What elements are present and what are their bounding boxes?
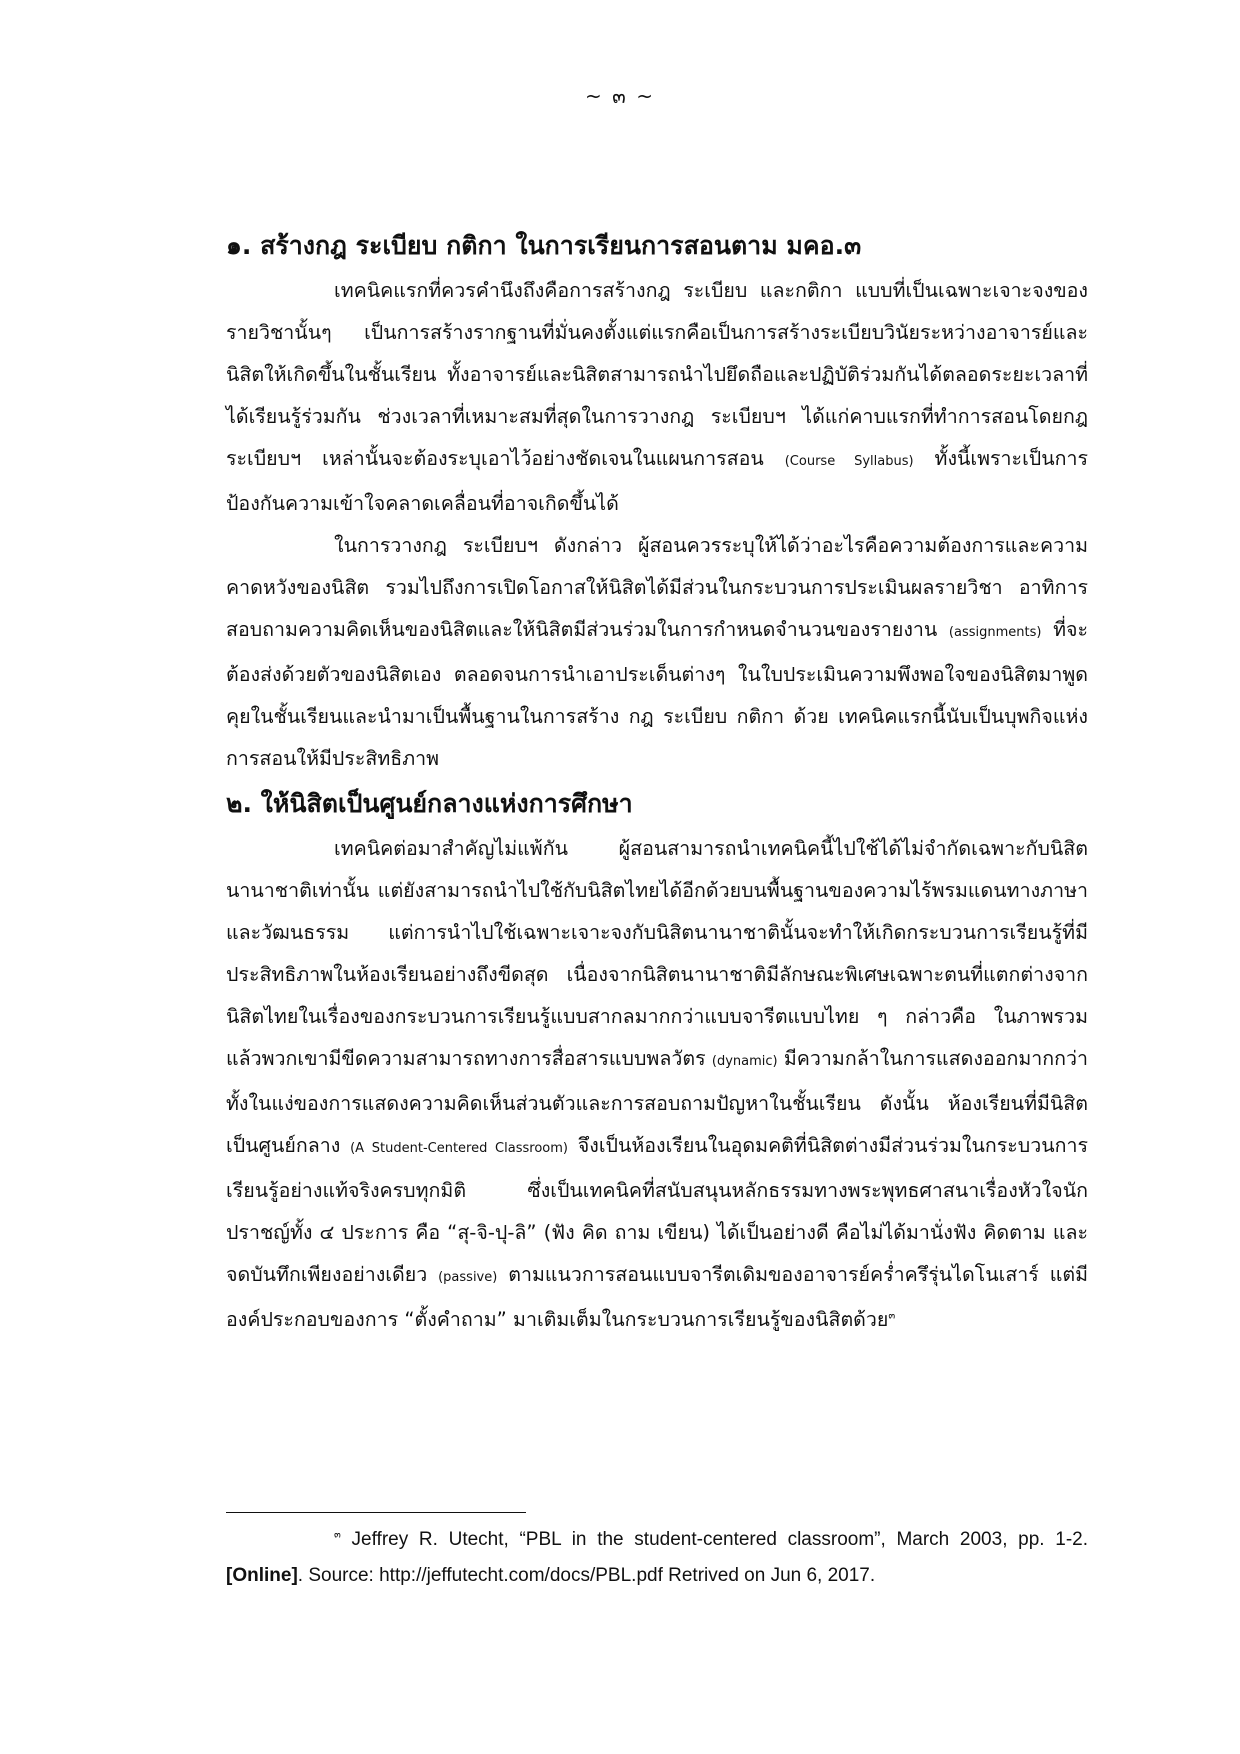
- section-2-paragraph: [226, 828, 1088, 1341]
- section-2-heading: ๒. ให้นิสิตเป็นศูนย์กลางแห่งการศึกษา: [226, 789, 633, 818]
- footnote-online-label: [Online]: [226, 1565, 298, 1586]
- english-term: (A Student-Centered Classroom): [350, 1141, 568, 1156]
- paragraph-text: เทคนิคแรกที่ควรคำนึงถึงคือการสร้างกฎ ระเบียบ และกติกา แบบที่เป็นเฉพาะเจาะจงของรายวิชานั้นๆ เป็นการสร้างรากฐานที่มั่นคงตั้งแต่แรกคือเป็นการสร้างระเบียบวินัยระหว่างอาจารย์และนิสิตให้เกิดขึ้นในชั้นเรียน ทั้งอาจารย์และนิสิตสามารถนำไปยึดถือและปฏิบัติร่วมกันได้ตลอดระยะเวลาที่ได้เรียนรู้ร่วมกัน ช่วงเวลาที่เหมาะสมที่สุดในการวางกฎ ระเบียบฯ ได้แก่คาบแรกที่ทำการสอนโดยกฎ ระเบียบฯ เหล่านั้นจะต้องระบุเอาไว้อย่างชัดเจนในแผนการสอน: [226, 279, 1088, 470]
- footnote-reference[interactable]: ๓: [888, 1310, 896, 1322]
- section-1-paragraph-2: [226, 525, 1088, 780]
- paragraph-text: ในการวางกฎ ระเบียบฯ ดังกล่าว ผู้สอนควรระบุให้ได้ว่าอะไรคือความต้องการและความคาดหวังของนิสิต รวมไปถึงการเปิดโอกาสให้นิสิตได้มีส่วนในกระบวนการประเมินผลรายวิชา อาทิการสอบถามความคิดเห็นของนิสิตและให้นิสิตมีส่วนร่วมในการกำหนดจำนวนของรายงาน: [226, 534, 1088, 641]
- paragraph-text: เทคนิคต่อมาสำคัญไม่แพ้กัน ผู้สอนสามารถนำเทคนิคนี้ไปใช้ได้ไม่จำกัดเฉพาะกับนิสิตนานาชาติเท่านั้น แต่ยังสามารถนำไปใช้กับนิสิตไทยได้อีกด้วยบนพื้นฐานของความไร้พรมแดนทางภาษาและวัฒนธรรม แต่การนำไปใช้เฉพาะเจาะจงกับนิสิตนานาชาตินั้นจะทำให้เกิดกระบวนการเรียนรู้ที่มีประสิทธิภาพในห้องเรียนอย่างถึงขีดสุด เนื่องจากนิสิตนานาชาติมีลักษณะพิเศษเฉพาะตนที่แตกต่างจากนิสิตไทยในเรื่องของกระบวนการเรียนรู้แบบสากลมากกว่าแบบจารีตแบบไทย ๆ กล่าวคือ ในภาพรวมแล้วพวกเขามีขีดความสามารถทางการสื่อสารแบบพลวัตร: [226, 837, 1088, 1070]
- english-term: (passive): [438, 1270, 498, 1285]
- section-1-paragraph-1: [226, 270, 1088, 525]
- footnote-marker: ๓: [334, 1529, 341, 1541]
- footnote: [226, 1522, 1088, 1594]
- document-body: [226, 222, 1088, 1341]
- section-1-heading: ๑. สร้างกฎ ระเบียบ กติกา ในการเรียนการสอนตาม มคอ.๓: [226, 231, 862, 260]
- paragraph-text: ทั้งนี้เพราะเป็นการป้องกันความเข้าใจคลาดเคลื่อนที่อาจเกิดขึ้นได้: [226, 447, 1088, 515]
- english-term: (assignments): [948, 625, 1042, 640]
- paragraph-text: ที่จะต้องส่งด้วยตัวของนิสิตเอง ตลอดจนการนำเอาประเด็นต่างๆ ในใบประเมินความพึงพอใจของนิสิตมาพูดคุยในชั้นเรียนและนำมาเป็นพื้นฐานในการสร้าง กฎ ระเบียบ กติกา ด้วย เทคนิคแรกนี้นับเป็นบุพกิจแห่งการสอนให้มีประสิทธิภาพ: [226, 618, 1089, 770]
- footnote-separator: [226, 1512, 526, 1513]
- page-number: ~ ๓ ~: [585, 84, 655, 108]
- paragraph-text: มีความกล้าในการแสดงออกมากกว่าทั้งในแง่ของการแสดงความคิดเห็นส่วนตัวและการสอบถามปัญหาในชั้นเรียน ดังนั้น ห้องเรียนที่มีนิสิตเป็นศูนย์กลาง: [226, 1047, 1088, 1157]
- english-term: (Course Syllabus): [784, 454, 914, 469]
- paragraph-text: ตามแนวการสอนแบบจารีตเดิมของอาจารย์คร่ำครึรุ่นไดโนเสาร์ แต่มีองค์ประกอบของการ “ตั้งคำถาม” มาเติมเต็มในกระบวนการเรียนรู้ของนิสิตด้วย: [226, 1263, 1088, 1331]
- paragraph-text: จึงเป็นห้องเรียนในอุดมคติที่นิสิตต่างมีส่วนร่วมในกระบวนการเรียนรู้อย่างแท้จริงครบทุกมิติ ซึ่งเป็นเทคนิคที่สนับสนุนหลักธรรมทางพระพุทธศาสนาเรื่องหัวใจนักปราชญ์ทั้ง ๔ ประการ คือ “สุ-จิ-ปุ-ลิ” (ฟัง คิด ถาม เขียน) ได้เป็นอย่างดี คือไม่ได้มานั่งฟัง คิดตาม และจดบันทึกเพียงอย่างเดียว: [226, 1134, 1089, 1286]
- footnote-source: . Source: http://jeffutecht.com/docs/PBL.pdf Retrived on Jun 6, 2017.: [297, 1565, 876, 1586]
- english-term: (dynamic): [711, 1054, 778, 1069]
- footnote-text: Jeffrey R. Utecht, “PBL in the student-centered classroom”, March 2003, pp. 1-2.: [351, 1529, 1089, 1550]
